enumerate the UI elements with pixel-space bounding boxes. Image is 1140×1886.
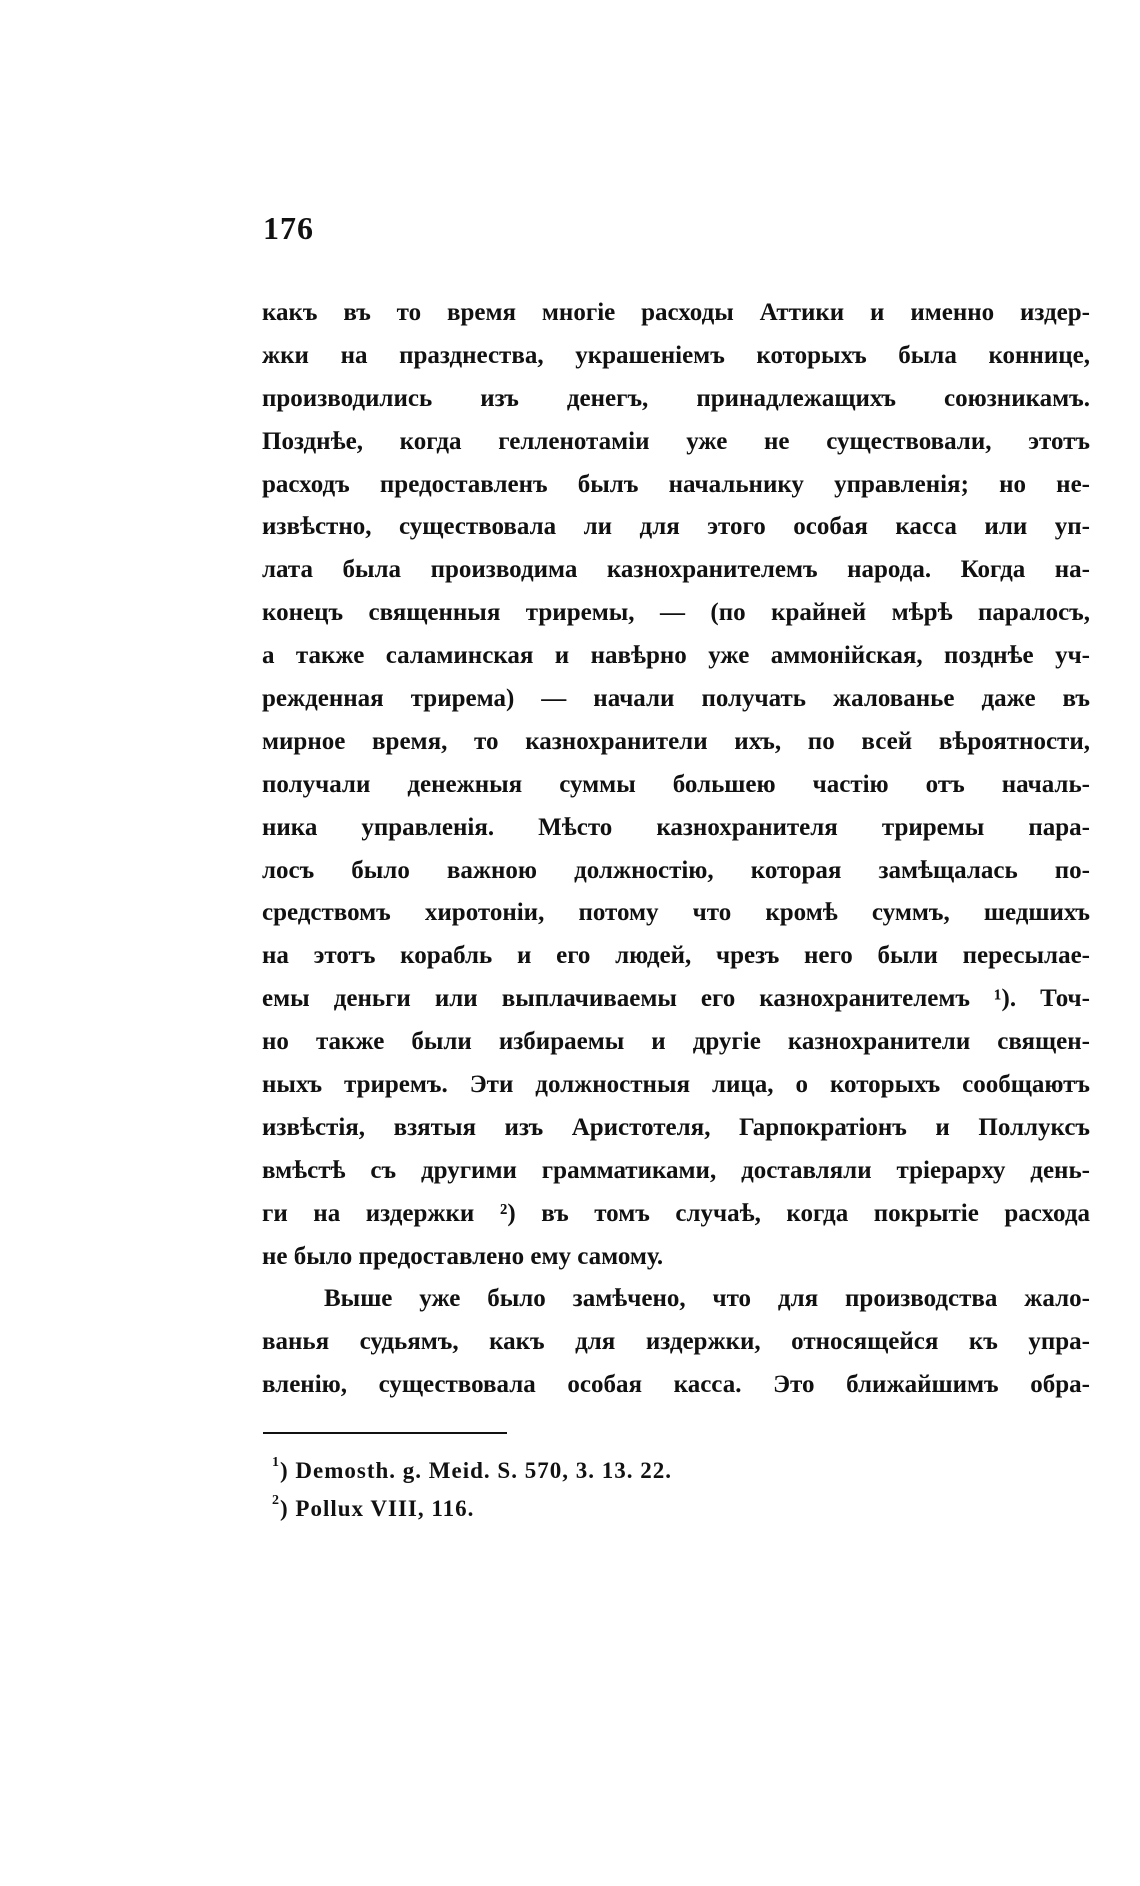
text-line: какъ въ то время многie расходы Аттики и именно издер- bbox=[262, 299, 1090, 326]
footnotes bbox=[272, 1452, 832, 1528]
text-line: расходъ предоставленъ былъ начальнику управленiя; но не- bbox=[262, 470, 1090, 498]
text-line: но также были избираемы и другie казнохранители священ- bbox=[262, 1028, 1090, 1056]
footnote-paren: ) bbox=[280, 1458, 296, 1483]
text-line: мирное время, то казнохранители ихъ, по всей вѣроятности, bbox=[262, 727, 1090, 755]
text-line: вмѣстѣ съ другими грамматиками, доставляли трiерарху день- bbox=[262, 1156, 1090, 1184]
text-line: ванья судьямъ, какъ для издержки, относящейся къ упра- bbox=[262, 1328, 1090, 1356]
text-line: вленiю, существовала особая касса. Это ближайшимъ обра- bbox=[262, 1371, 1090, 1399]
text-line: средствомъ хиротонiи, потому что кромѣ суммъ, шедшихъ bbox=[262, 899, 1090, 927]
text-line: получали денежныя суммы большею частiю отъ началь- bbox=[262, 770, 1090, 798]
footnote-2 bbox=[272, 1490, 832, 1528]
text-line: ника управленiя. Мѣсто казнохранителя триремы пара- bbox=[262, 813, 1090, 841]
text-line-paragraph-end: не было предоставлено ему самому. bbox=[262, 1242, 664, 1270]
footnote-1 bbox=[272, 1452, 832, 1490]
text-line: емы деньги или выплачиваемы его казнохранителемъ ¹). Точ- bbox=[262, 985, 1090, 1013]
footnote-text: Demosth. g. Meid. S. 570, 3. 13. 22. bbox=[295, 1458, 672, 1483]
text-line: лосъ было важною должностiю, которая замѣщалась по- bbox=[262, 856, 1090, 884]
text-line: Позднѣе, когда гелленотамiи уже не существовали, этотъ bbox=[262, 427, 1090, 455]
text-line: ныхъ триремъ. Эти должностныя лица, о которыхъ сообщаютъ bbox=[262, 1071, 1090, 1099]
text-line-paragraph-start: Выше уже было замѣчено, что для производства жало- bbox=[324, 1285, 1090, 1313]
footnote-paren: ) bbox=[280, 1496, 296, 1521]
page-number: 176 bbox=[263, 210, 314, 246]
footnote-mark: 1 bbox=[272, 1455, 280, 1470]
text-line: на этотъ корабль и его людей, чрезъ него были пересылае- bbox=[262, 942, 1090, 970]
text-line: извѣстно, существовала ли для этого особая касса или уп- bbox=[262, 513, 1090, 541]
text-line: производились изъ денегъ, принадлежащихъ союзникамъ. bbox=[262, 384, 1090, 412]
body-text bbox=[262, 292, 1090, 1407]
footnote-divider bbox=[263, 1432, 507, 1434]
text-line: режденная трирема) — начали получать жалованье даже въ bbox=[262, 685, 1090, 713]
text-line: извѣстiя, взятыя изъ Аристотеля, Гарпократiонъ и Поллуксъ bbox=[262, 1113, 1090, 1141]
footnote-text: Pollux VIII, 116. bbox=[295, 1496, 475, 1521]
text-line: а также саламинская и навѣрно уже аммонiйская, позднѣе уч- bbox=[262, 642, 1090, 670]
footnote-mark: 2 bbox=[272, 1493, 280, 1508]
text-line: жки на празднества, украшенiемъ которыхъ была коннице, bbox=[262, 341, 1090, 369]
text-line: конецъ священныя триремы, — (по крайней мѣрѣ паралосъ, bbox=[262, 599, 1090, 627]
text-line: лата была производима казнохранителемъ народа. Когда на- bbox=[262, 556, 1090, 584]
text-line: ги на издержки ²) въ томъ случаѣ, когда покрытie расхода bbox=[262, 1199, 1090, 1227]
